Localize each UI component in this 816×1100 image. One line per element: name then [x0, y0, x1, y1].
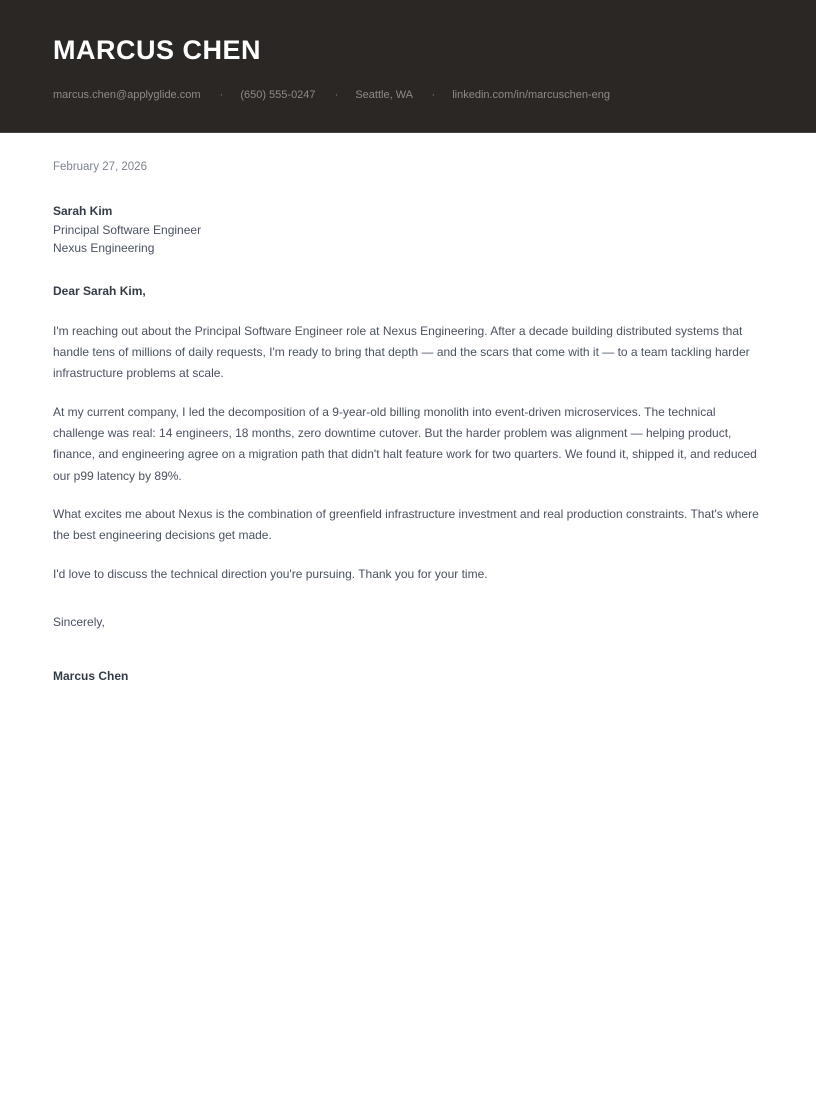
letterhead [0, 0, 816, 133]
contact-line [53, 88, 763, 102]
letter-paragraph: I'm reaching out about the Principal Software Engineer role at Nexus Engineering. After a decade building distributed systems that handle tens of millions of daily requests, I'm ready to bring that depth — and the scars that come with it — to a team tackling harder infrastructure problems at scale. [53, 323, 750, 381]
recipient-name: Sarah Kim [53, 204, 113, 219]
contact-location: Seattle, WA [355, 88, 413, 101]
contact-email: marcus.chen@applyglide.com [53, 88, 201, 101]
recipient-title: Principal Software Engineer [53, 222, 202, 237]
closing-phrase: Sincerely, [53, 615, 105, 630]
letter-date: February 27, 2026 [53, 160, 147, 173]
signature-name: Marcus Chen [53, 668, 129, 683]
contact-separator: · [219, 88, 224, 101]
salutation: Dear Sarah Kim, [53, 284, 146, 299]
contact-linkedin: linkedin.com/in/marcuschen-eng [452, 88, 610, 101]
letter-paragraph: At my current company, I led the decomposition of a 9-year-old billing monolith into event-driven microservices. The technical challenge was real: 14 engineers, 18 months, zero downtime cutover. But the harder problem was alignment — helping product, finance, and engineering agree on a migration path that didn't halt feature work for two quarters. We found it, shipped it, and reduced our p99 latency by 89%. [53, 404, 757, 483]
recipient-block [53, 202, 763, 258]
contact-separator: · [431, 88, 436, 101]
letter-body [0, 133, 816, 745]
letter-paragraph: What excites me about Nexus is the combination of greenfield infrastructure investment and real production constraints. That's where the best engineering decisions get made. [53, 507, 759, 543]
letter-paragraph: I'd love to discuss the technical direction you're pursuing. Thank you for your time. [53, 566, 488, 581]
contact-separator: · [334, 88, 339, 101]
page-title: MARCUS CHEN [53, 35, 261, 65]
contact-phone: (650) 555-0247 [240, 88, 316, 101]
recipient-company: Nexus Engineering [53, 241, 155, 256]
